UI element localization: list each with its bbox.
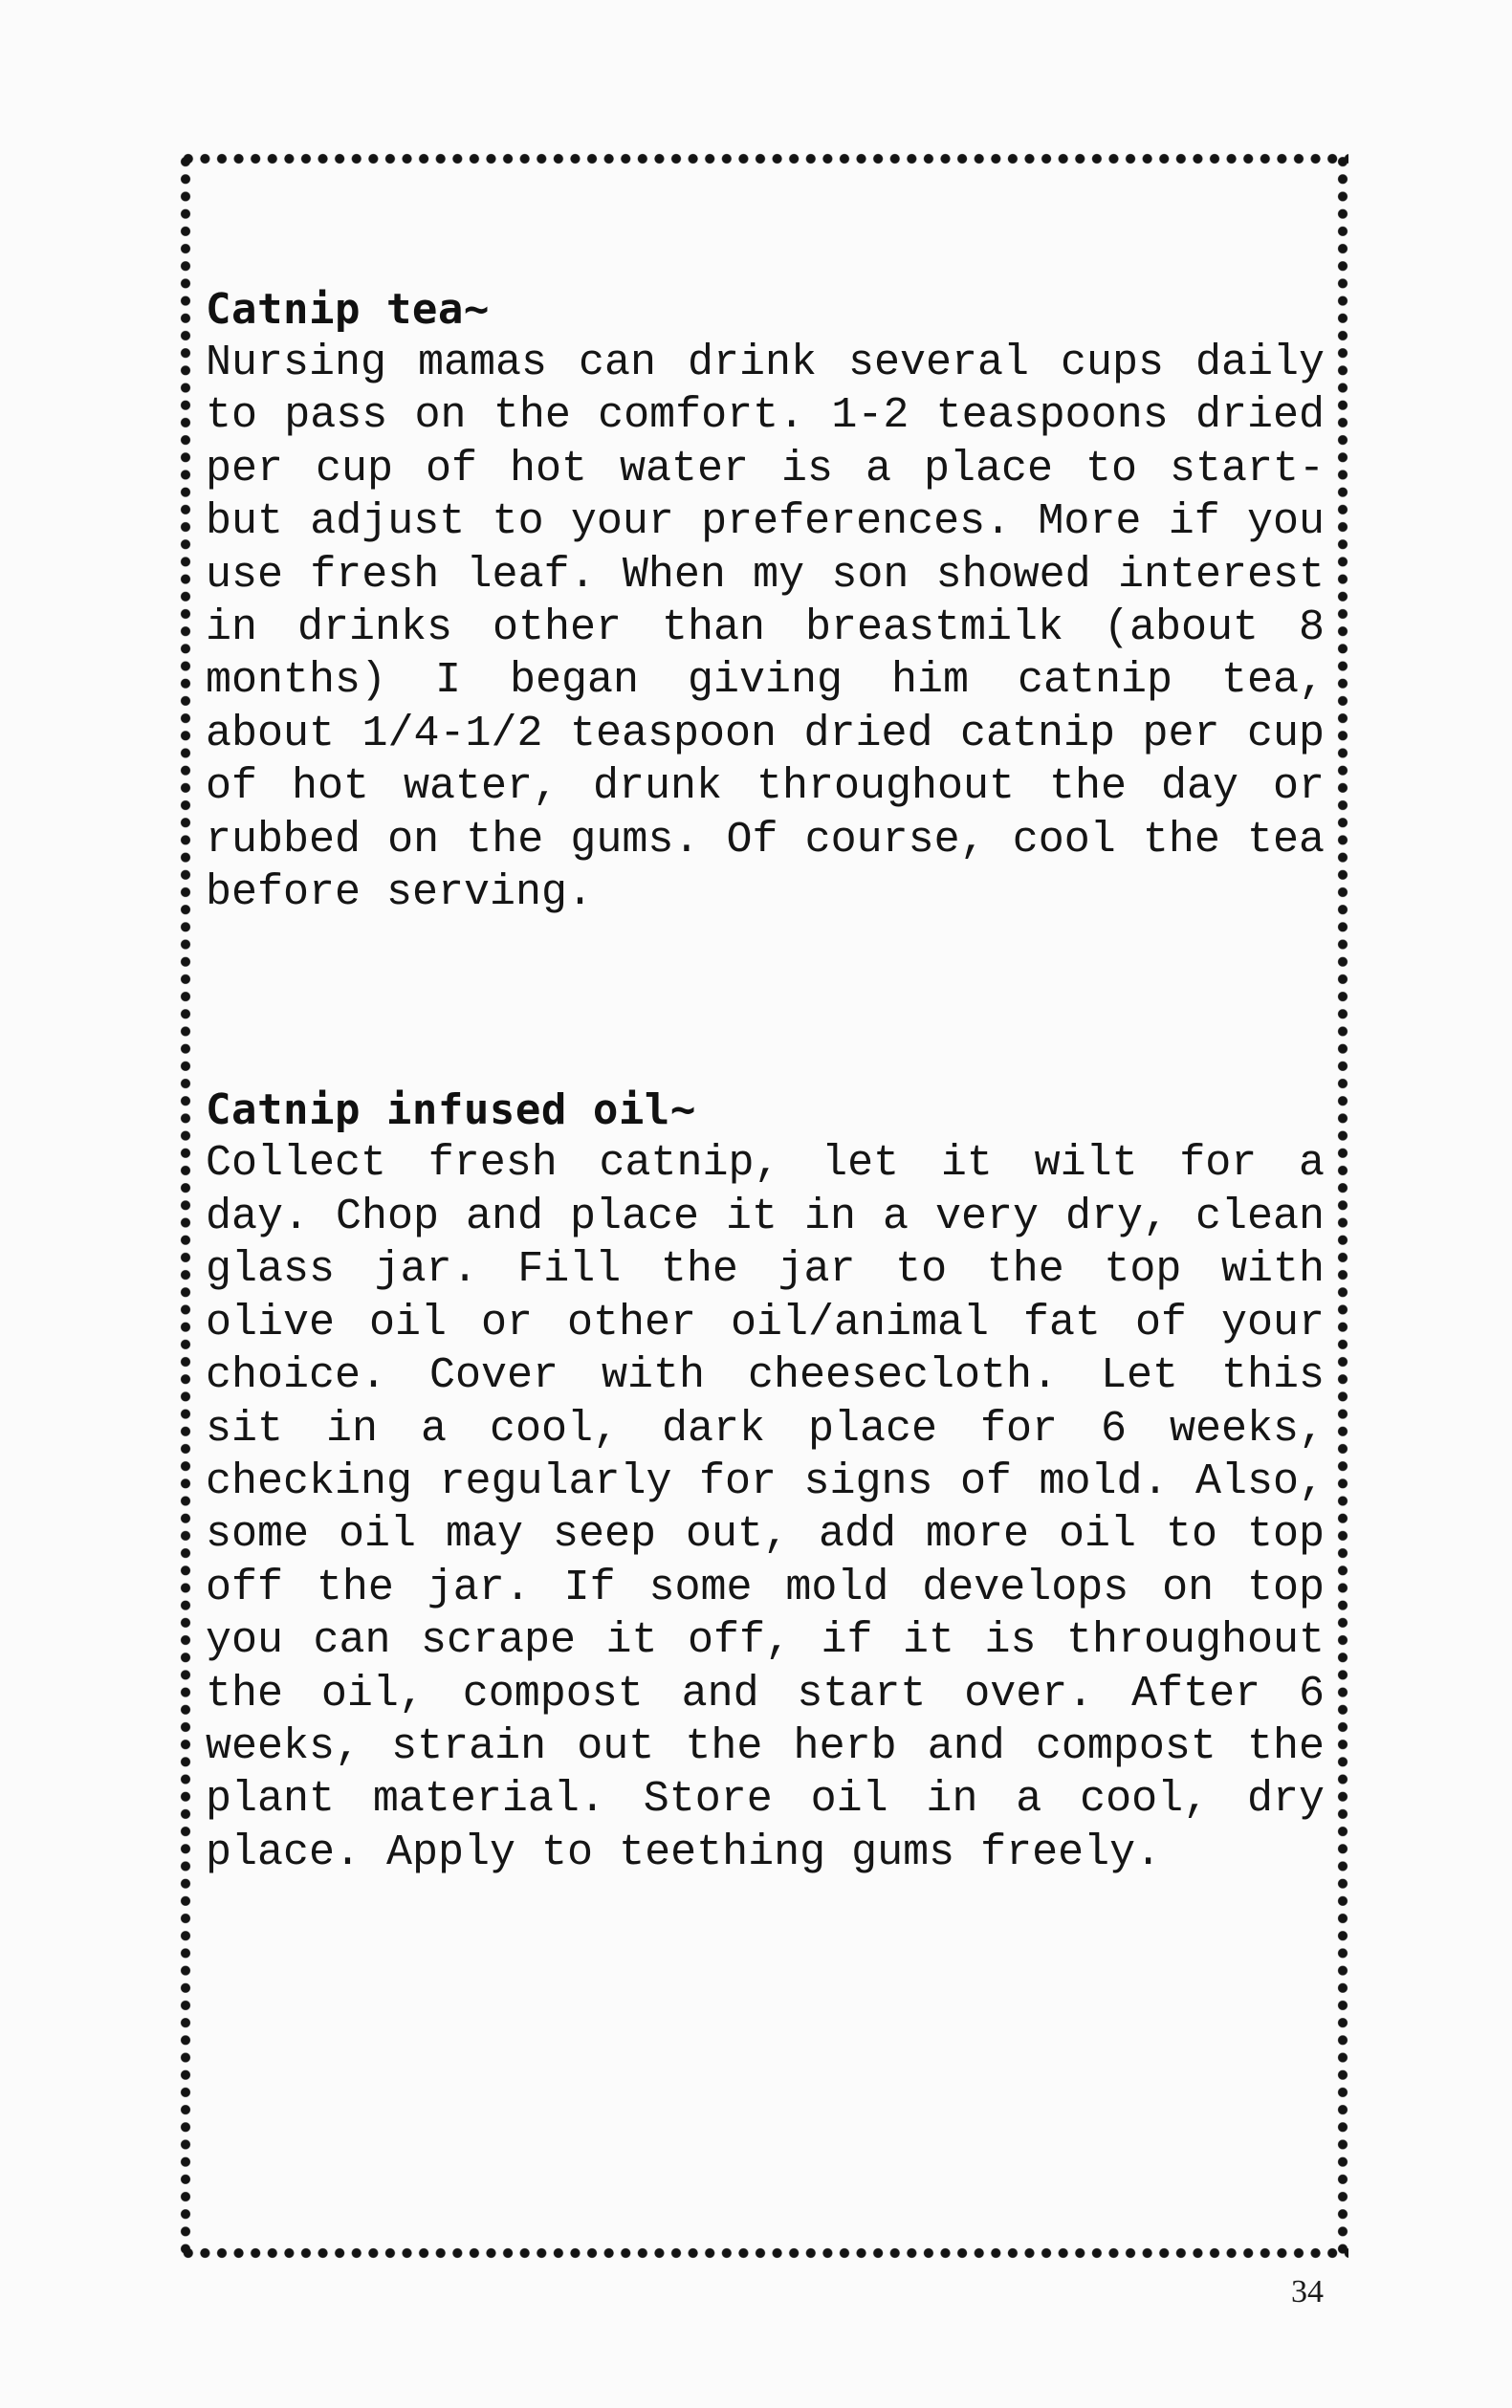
- dotted-border-right: [1337, 153, 1348, 2259]
- page-number: 34: [1291, 2274, 1324, 2309]
- dotted-border-top: [180, 153, 1348, 164]
- dotted-border-left: [180, 153, 191, 2259]
- section-body: Nursing mamas can drink several cups daily to pass on the comfort. 1-2 teaspoons dried per cup of hot water is a place to start- but adjust to your preferences. More if you use fresh leaf. When my son showed interest in drinks other than breastmilk (about 8 months) I began giving him catnip tea, about 1/4-1/2 teaspoon dried catnip per cup of hot water, drunk throughout the day or rubbed on the gums. Of course, cool the tea before serving.: [206, 339, 1325, 918]
- section-heading: Catnip tea~: [206, 285, 490, 334]
- dotted-border-bottom: [180, 2247, 1348, 2259]
- content-area: [206, 283, 1325, 1879]
- section-catnip-infused-oil: [206, 1084, 1325, 1879]
- section-body: Collect fresh catnip, let it wilt for a day. Chop and place it in a very dry, clean glass jar. Fill the jar to the top with olive oil or other oil/animal fat of your choice. Cover with cheesecloth. Let this sit in a cool, dark place for 6 weeks, checking regularly for signs of mold. Also, some oil may seep out, add more oil to top off the jar. If some mold develops on top you can scrape it off, if it is throughout the oil, compost and start over. After 6 weeks, strain out the herb and compost the plant material. Store oil in a cool, dry place. Apply to teething gums freely.: [206, 1139, 1325, 1877]
- section-catnip-tea: [206, 283, 1325, 919]
- section-heading: Catnip infused oil~: [206, 1085, 696, 1135]
